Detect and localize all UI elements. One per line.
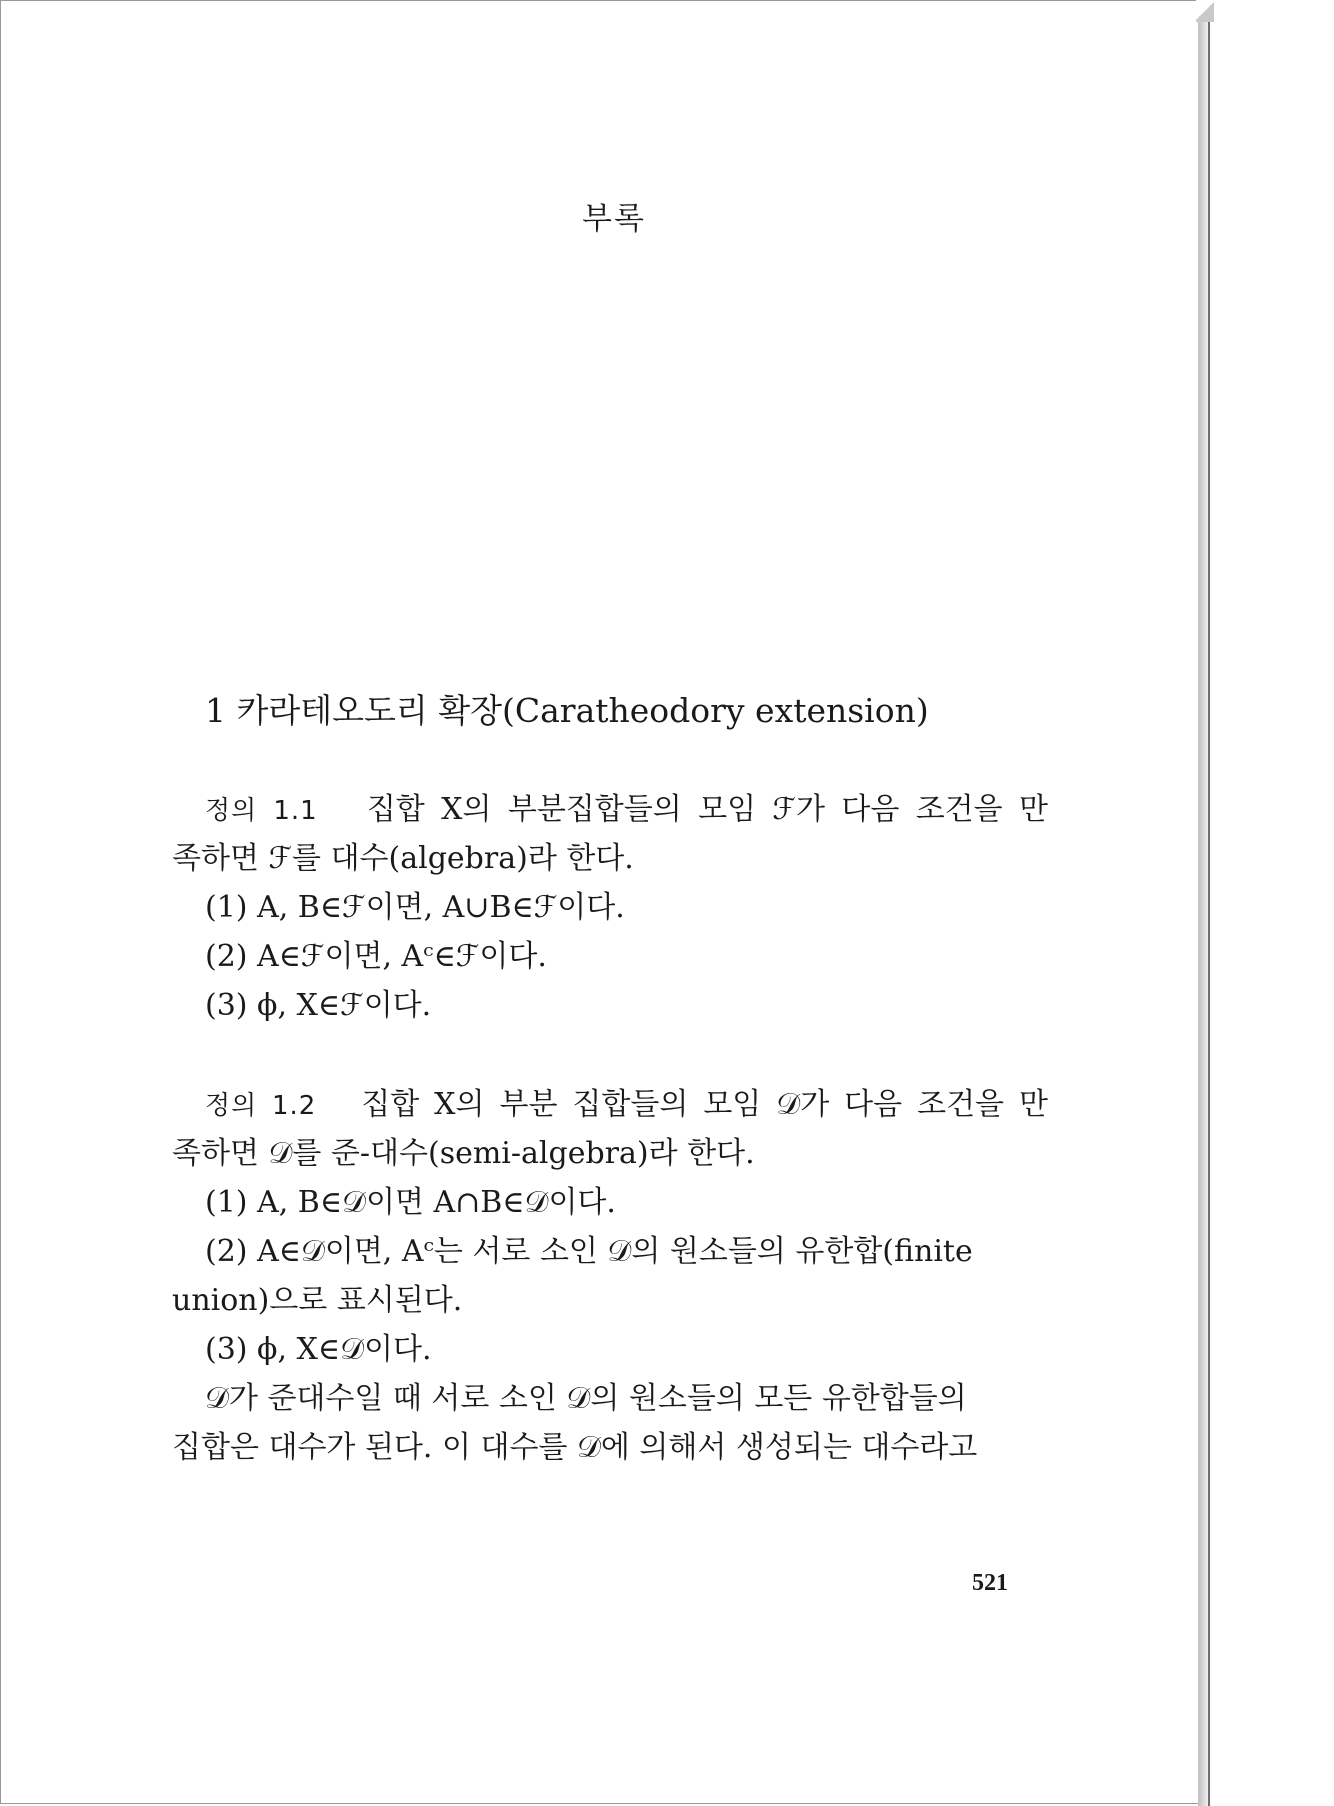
definition-2-condition-1: (1) A, B∈𝒟이면 A∩B∈𝒟이다.: [205, 1185, 616, 1220]
definition-2-condition-2-continued: union)으로 표시된다.: [172, 1283, 463, 1318]
definition-1-text-1: 집합 X의 부분집합들의 모임 ℱ가 다음 조건을 만: [366, 792, 1048, 827]
definition-2-text-1: 집합 X의 부분 집합들의 모임 𝒟가 다음 조건을 만: [361, 1087, 1048, 1122]
definition-1-label: 정의 1.1: [205, 796, 318, 826]
section-heading: 1 카라테오도리 확장(Caratheodory extension): [205, 691, 929, 730]
definition-2-remark-line-1: 𝒟가 준대수일 때 서로 소인 𝒟의 원소들의 모든 유한합들의: [205, 1381, 967, 1416]
page-corner-fold: [1196, 0, 1214, 22]
definition-2-condition-3: (3) ϕ, X∈𝒟이다.: [205, 1332, 432, 1367]
definition-1-line-1: [172, 785, 1048, 834]
page-edge-line: [1208, 0, 1210, 1806]
page-number: 521: [972, 1570, 1008, 1596]
definition-2-line-2: 족하면 𝒟를 준-대수(semi-algebra)라 한다.: [172, 1136, 755, 1171]
definition-1-line-2: 족하면 ℱ를 대수(algebra)라 한다.: [172, 841, 634, 876]
definition-1-condition-3: (3) ϕ, X∈ℱ이다.: [205, 988, 432, 1023]
definition-1-condition-1: (1) A, B∈ℱ이면, A∪B∈ℱ이다.: [205, 890, 625, 925]
definition-1-block: [172, 785, 1048, 1030]
definition-2-line-1: [172, 1080, 1048, 1129]
definition-1-condition-2: (2) A∈ℱ이면, Aᶜ∈ℱ이다.: [205, 939, 547, 974]
definition-2-remark-line-2: 집합은 대수가 된다. 이 대수를 𝒟에 의해서 생성되는 대수라고: [172, 1430, 978, 1465]
definition-2-condition-2: (2) A∈𝒟이면, Aᶜ는 서로 소인 𝒟의 원소들의 유한합(finite: [205, 1234, 973, 1269]
definition-2-block: [172, 1080, 1048, 1472]
appendix-title: 부록: [582, 201, 646, 237]
definition-2-label: 정의 1.2: [205, 1091, 317, 1121]
